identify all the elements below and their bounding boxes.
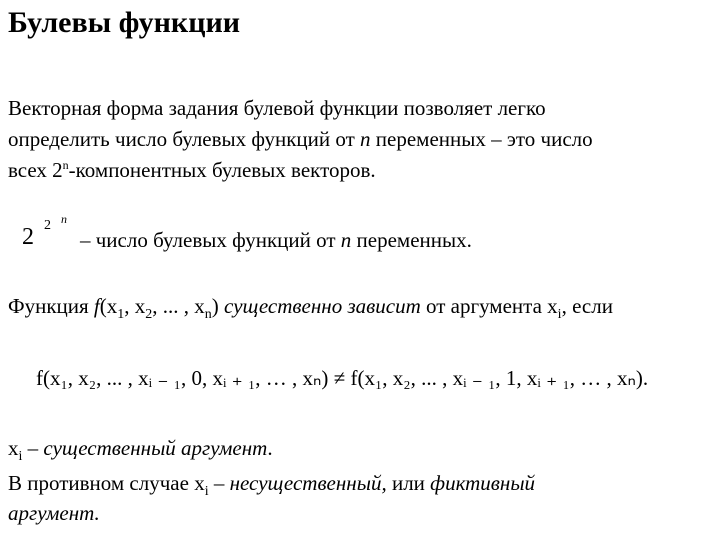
essential-argument-line: $x_i$ – существенный аргумент. [8,436,273,464]
var-n: n [360,127,371,151]
equation-right: f(x₁, x₂, ... , xᵢ ₋ ₁, 1, xᵢ ₊ ₁, … , xₙ). [350,366,649,390]
formula-exp-base: 2 [44,218,51,233]
exponent-n: n [62,158,69,172]
intro-line-2: определить число булевых функций от n переменных – это число [8,127,593,151]
function-definition: Функция $f(x_1$, $x_2$, ... , $x_n$) существенно зависит от аргумента $x_i$, если [8,294,613,322]
page-title: Булевы функции [8,6,241,39]
formula-exp-n: n [61,212,67,226]
equation-left: f(x₁, x₂, ... , xᵢ ₋ ₁, 0, xᵢ ₊ ₁, … , xₙ) [36,366,329,390]
nonessential-paragraph [8,468,535,528]
essential-dependence-equation [36,366,648,391]
formula-base: 2 [22,224,34,250]
nonessential-line-1: В противном случае $x_i$ – несущественный, или фиктивный [8,471,536,499]
term-essential-dependence: существенно зависит [224,294,421,318]
term-nonessential: несущественный, [229,471,387,495]
count-formula-text: – число булевых функций от n переменных. [80,228,472,252]
intro-line-1: Векторная форма задания булевой функции позволяет легко [8,96,546,120]
nonessential-line-2: аргумент. [8,501,100,525]
intro-paragraph [8,93,593,186]
intro-line-3: всех 2$^n$-компонентных булевых векторов. [8,158,376,182]
term-fictive: фиктивный [430,471,536,495]
term-essential-argument: – существенный аргумент [22,436,268,460]
not-equal-sign: ≠ [328,366,351,390]
